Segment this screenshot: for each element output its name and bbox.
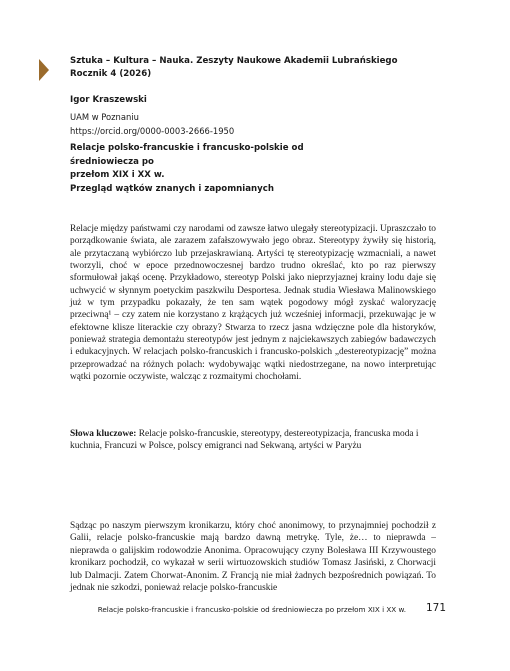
page-number: 171 [425, 602, 446, 614]
journal-line-1: Sztuka – Kultura – Nauka. Zeszyty Naukowe Akademii Lubrańskiego [70, 56, 398, 66]
abstract-text: Relacje między państwami czy narodami od zawsze łatwo ulegały stereotypizacji. Upraszczało to porządkowanie świata, ale zarazem zafałszowywało jego obraz. Stereotypy żywiły się historią, ale przytaczaną wybiórczo lub przejaskrawianą. Artyści tę stereotypizację wzmacniali, a nawet tworzyli, choć w epoce przednowoczesnej bardzo trudno określać, kto po raz pierwszy sformułował jakąś ocenę. Przykładowo, stereotyp Polski jako nieprzyjaznej krainy lodu daje się uchwycić w słynnym poetyckim paszkwilu Desportesa. Jednak studia Wiesława Malinowskiego już w tym przypadku pokazały, że ten sam wątek pogodowy mógł zyskać waloryzację przeciwną¹ – czy zatem nie korzystano z krążących już wcześniej informacji, przekuwając je w efektowne klisze literackie czy obrazy? Stwarza to rzecz jasna wdzięczne pole dla historyków, ponieważ strategia demontażu stereotypów jest jednym z najciekawszych zabiegów badawczych i edukacyjnych. W relacjach polsko-francuskich i francusko-polskich „destereotypizację” można przeprowadzać na różnych polach: wydobywając wątki niedostrzegane, na nowo interpretując wątki pozornie oczywiste, walcząc z rozmaitymi chochołami. [70, 224, 436, 383]
section-marker-icon [39, 59, 49, 81]
orcid-link[interactable]: https://orcid.org/0000-0003-2666-1950 [70, 126, 235, 136]
keywords [70, 428, 436, 453]
keywords-label: Słowa kluczowe: [70, 429, 137, 439]
body-paragraph: Sądząc po naszym pierwszym kronikarzu, który choć anonimowy, to przynajmniej pochodził z Galii, relacje polsko-francuskie mają bardzo dawną metrykę. Tyle, że… to nieprawda – nieprawda o galijskim rodowodzie Anonima. Opracowujący czyny Bolesława III Krzywoustego kronikarz pochodził, co wykazał w serii wirtuozowskich studiów Tomasz Jasiński, z Chorwacji lub Dalmacji. Zatem Chorwat-Anonim. Z Francją nie miał żadnych bezpośrednich powiązań. To jednak nie szkodzi, ponieważ relacje polsko-francuskie [70, 521, 436, 594]
article-header [70, 55, 450, 196]
journal-line-2: Rocznik 4 (2026) [70, 69, 152, 79]
title-line-2: przełom XIX i XX w. [70, 170, 165, 180]
abstract [70, 223, 436, 383]
author-affiliation: UAM w Poznaniu [70, 112, 139, 122]
article-title [70, 142, 370, 196]
title-line-3: Przegląd wątków znanych i zapomnianych [70, 183, 274, 194]
running-title: Relacje polsko-francuskie i francusko-polskie od średniowiecza po przełom XIX i XX w. [97, 605, 406, 614]
title-line-1: Relacje polsko-francuskie i francusko-polskie od średniowiecza po [70, 143, 304, 167]
author-name: Igor Kraszewski [70, 95, 147, 105]
keywords-text: Relacje polsko-francuskie, stereotypy, destereotypizacja, francuska moda i kuchnia, Francuzi w Polsce, polscy emigranci nad Sekwaną, artyści w Paryżu [70, 429, 419, 452]
journal-name [70, 55, 450, 81]
